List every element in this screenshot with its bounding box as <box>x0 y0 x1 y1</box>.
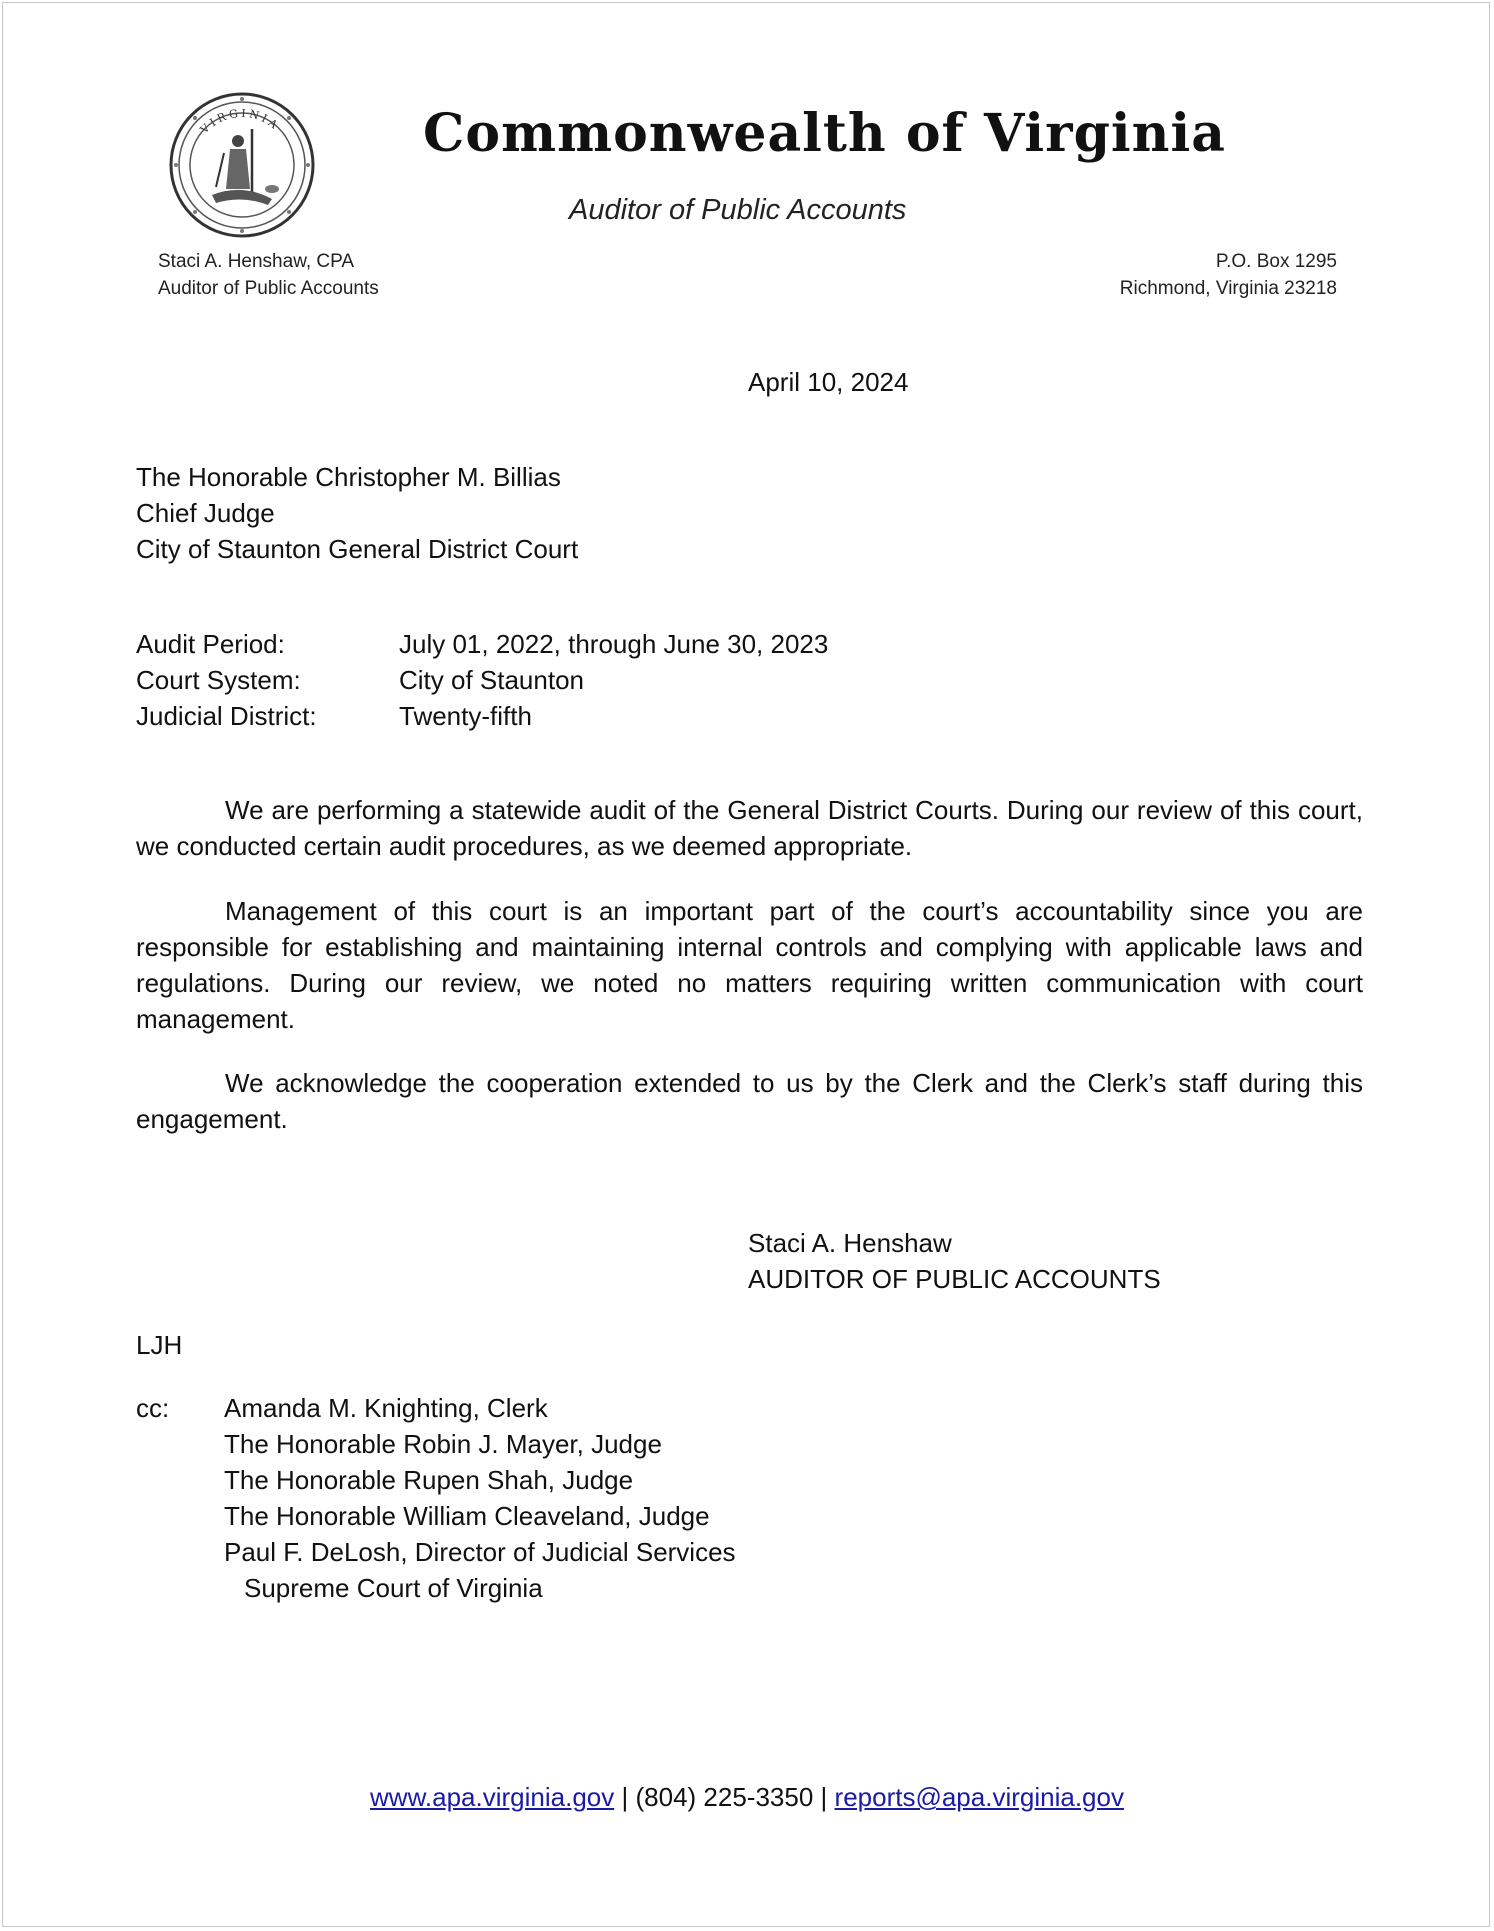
signature-block <box>748 1225 1161 1297</box>
paragraph-management: Management of this court is an important part of the court’s accountability since you are responsible for establishing and maintaining internal controls and complying with applicable laws and regulations. During our review, we noted no matters requiring written communication with court management. <box>136 896 1363 1034</box>
letterhead-subtitle: Auditor of Public Accounts <box>569 194 907 226</box>
city-state-zip: Richmond, Virginia 23218 <box>1119 278 1337 299</box>
cc-recipient-list <box>224 1390 736 1606</box>
court-system-row <box>136 662 584 698</box>
typist-initials: LJH <box>136 1330 183 1360</box>
cc-recipient: The Honorable Rupen Shah, Judge <box>224 1465 634 1495</box>
court-system-value: City of Staunton <box>399 665 584 695</box>
paragraph-audit-scope: We are performing a statewide audit of the General District Courts. During our review of this court, we conducted certain audit procedures, as we deemed appropriate. <box>136 795 1363 861</box>
footer-separator: | <box>820 1782 828 1812</box>
recipient-block <box>136 459 578 567</box>
auditor-name: Staci A. Henshaw, CPA <box>158 251 355 272</box>
website-link[interactable]: www.apa.virginia.gov <box>370 1782 615 1812</box>
judicial-district-row <box>136 698 532 734</box>
cc-label: cc: <box>136 1393 170 1423</box>
seal-lettering: VIRGINIA <box>197 106 283 137</box>
email-link[interactable]: reports@apa.virginia.gov <box>834 1782 1124 1812</box>
cc-recipient: Paul F. DeLosh, Director of Judicial Services <box>224 1537 736 1567</box>
virginia-state-seal-icon <box>168 91 316 239</box>
judicial-district-value: Twenty-fifth <box>399 701 532 731</box>
letter-date: April 10, 2024 <box>748 367 909 397</box>
cc-recipient: The Honorable William Cleaveland, Judge <box>224 1501 710 1531</box>
footer-phone: (804) 225-3350 <box>635 1782 814 1812</box>
cc-recipient-sub: Supreme Court of Virginia <box>244 1573 543 1603</box>
footer-contact <box>3 1779 1491 1815</box>
letterhead-right-block <box>1120 248 1337 302</box>
paragraph-acknowledgement: We acknowledge the cooperation extended to us by the Clerk and the Clerk’s staff during this engagement. <box>136 1068 1363 1134</box>
letterhead-title: Commonwealth of Virginia <box>423 103 1226 164</box>
signature-name: Staci A. Henshaw <box>748 1228 952 1258</box>
recipient-name: The Honorable Christopher M. Billias <box>136 462 561 492</box>
po-box: P.O. Box 1295 <box>1215 251 1337 272</box>
auditor-title: Auditor of Public Accounts <box>158 278 379 299</box>
cc-recipient: Amanda M. Knighting, Clerk <box>224 1393 548 1423</box>
recipient-title: Chief Judge <box>136 498 275 528</box>
audit-period-value: July 01, 2022, through June 30, 2023 <box>399 629 829 659</box>
audit-period-row <box>136 626 828 662</box>
letterhead-left-block <box>158 248 379 302</box>
letter-page <box>2 2 1490 1927</box>
recipient-court: City of Staunton General District Court <box>136 534 579 564</box>
cc-recipient: The Honorable Robin J. Mayer, Judge <box>224 1429 662 1459</box>
judicial-district-label: Judicial District: <box>136 701 317 731</box>
signature-title: AUDITOR OF PUBLIC ACCOUNTS <box>748 1264 1161 1294</box>
footer-separator: | <box>621 1782 629 1812</box>
court-system-label: Court System: <box>136 665 301 695</box>
audit-period-label: Audit Period: <box>136 629 285 659</box>
